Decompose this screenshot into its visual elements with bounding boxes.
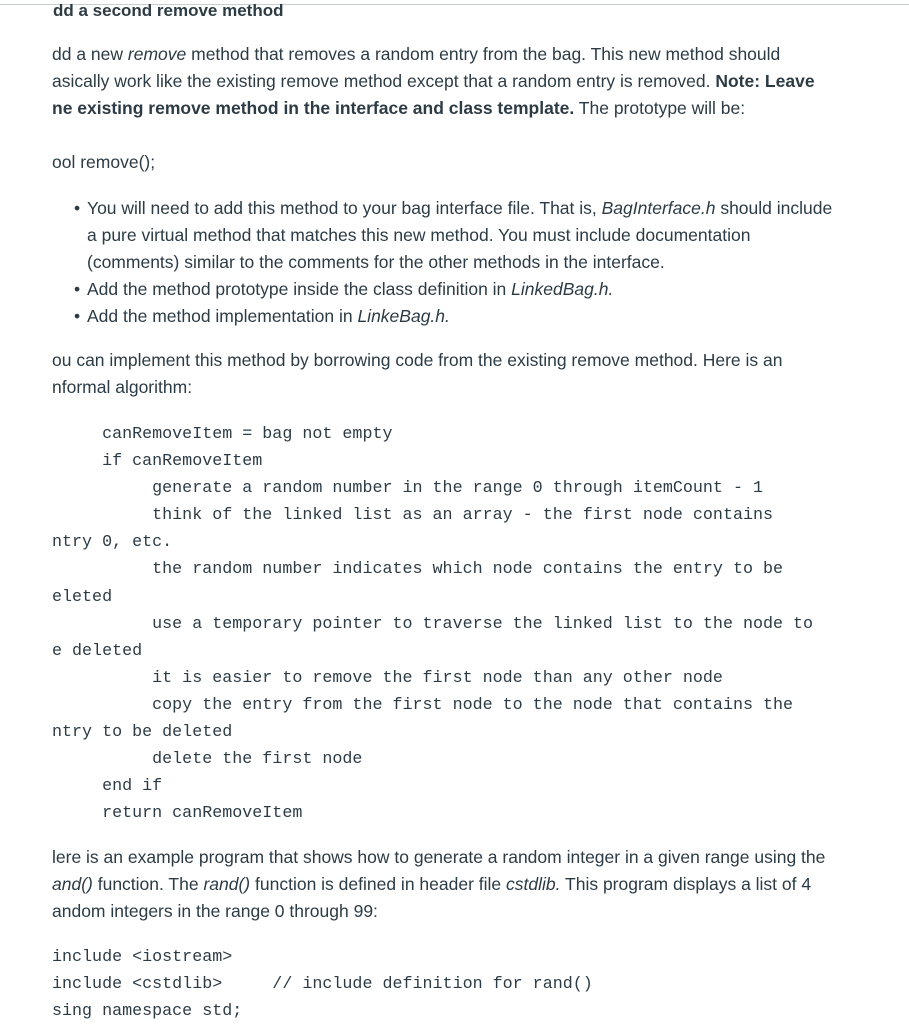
code-line: return canRemoveItem — [52, 804, 303, 824]
code-line: it is easier to remove the first node than any other node — [52, 668, 723, 688]
code-line: eleted — [52, 587, 113, 607]
prototype-line: ool remove(); — [52, 152, 156, 172]
algorithm-intro: ou can implement this method by borrowing code from the existing remove method. Here is an nformal algorithm: — [52, 350, 783, 397]
code-line: delete the first node — [52, 750, 363, 770]
code-line: generate a random number in the range 0 through itemCount - 1 — [52, 479, 764, 499]
code-line: think of the linked list as an array - the first node contains — [52, 506, 774, 526]
section-heading: dd a second remove method — [53, 1, 284, 20]
instructions-list — [52, 195, 832, 330]
code-line: e deleted — [52, 641, 143, 661]
code-line: canRemoveItem = bag not empty — [52, 425, 393, 444]
intro-line-3: ne existing remove method in the interface and class template. The prototype will be: — [52, 98, 746, 118]
list-item: • Add the method prototype inside the class definition in LinkedBag.h. — [52, 276, 832, 303]
code-line: include <iostream> — [52, 948, 233, 967]
code-line: sing namespace std; — [52, 1002, 243, 1022]
code-line: copy the entry from the first node to the node that contains the — [52, 695, 794, 715]
list-item: • Add the method implementation in LinkeBag.h. — [52, 303, 832, 330]
code-line: ntry to be deleted — [52, 723, 233, 743]
example-code-block — [52, 944, 593, 1024]
code-line: if canRemoveItem — [52, 452, 263, 472]
example-intro: lere is an example program that shows how to generate a random integer in a given range using the and() function. The rand() function is defined in header file cstdlib. This program displays a list of 4 andom integers in the range 0 through 99: — [52, 847, 826, 921]
code-line: the random number indicates which node contains the entry to be — [52, 560, 784, 580]
list-item: • You will need to add this method to your bag interface file. That is, BagInterface.h should include a pure virtual method that matches this new method. You must include documentation (comments) similar to the comments for the other methods in the interface. — [52, 195, 832, 276]
code-line: ntry 0, etc. — [52, 533, 173, 553]
code-line: include <cstdlib> // include definition for rand() — [52, 975, 593, 995]
intro-paragraph — [52, 41, 815, 122]
intro-line-2: asically work like the existing remove method except that a random entry is removed. Note: Leave — [52, 71, 815, 91]
intro-line-1: dd a new remove method that removes a random entry from the bag. This new method should — [52, 44, 781, 64]
code-line: use a temporary pointer to traverse the linked list to the node to — [52, 614, 814, 634]
algorithm-code-block — [52, 421, 813, 827]
code-line: end if — [52, 777, 163, 797]
